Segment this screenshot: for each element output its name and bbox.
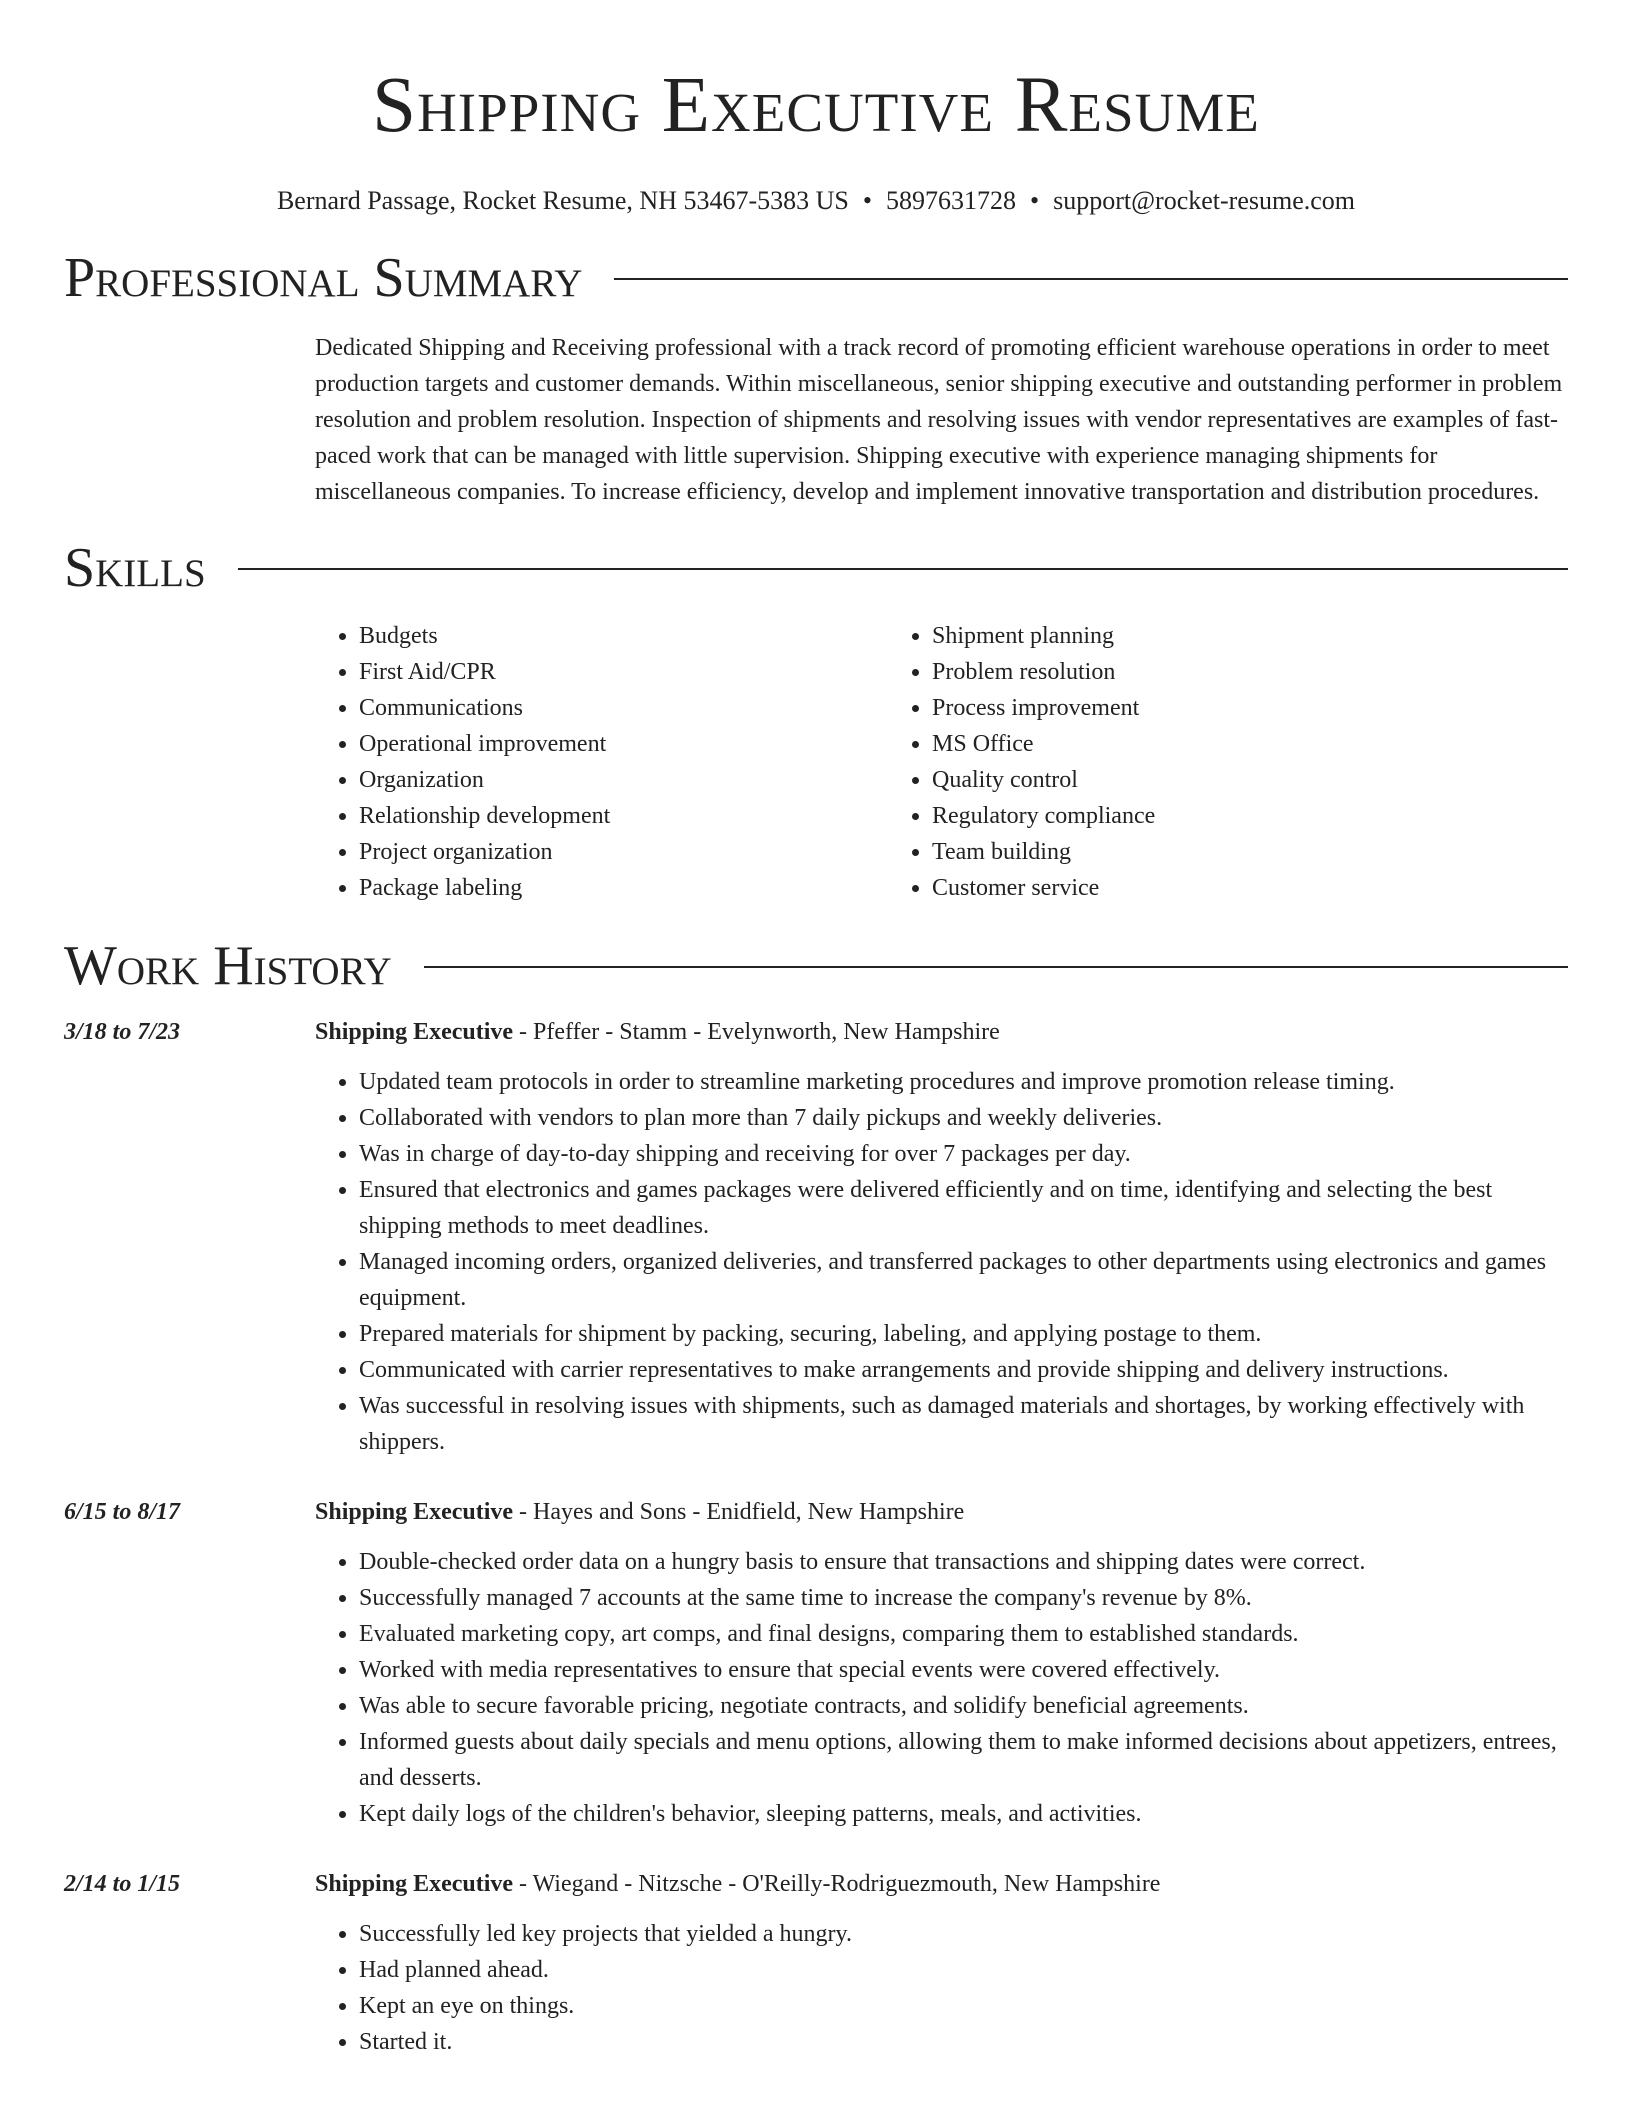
job-bullet: • Prepared materials for shipment by packing, securing, labeling, and applying postage to them.: [359, 1316, 1568, 1352]
work-heading: Work History: [64, 935, 392, 997]
job-bullet: • Worked with media representatives to ensure that special events were covered effectively.: [359, 1652, 1568, 1688]
job-header: [64, 1494, 1568, 1530]
job-bullets: [315, 1064, 1568, 1460]
resume-title: Shipping Executive Resume: [372, 62, 1260, 149]
skills-section: [315, 618, 1568, 906]
job-bullets: [315, 1916, 1568, 2060]
job-bullet: • Collaborated with vendors to plan more than 7 daily pickups and weekly deliveries.: [359, 1100, 1568, 1136]
skill-item: • First Aid/CPR: [359, 654, 888, 690]
job-dates: 2/14 to 1/15: [64, 1871, 181, 1897]
contact-email: support@rocket-resume.com: [1053, 186, 1356, 215]
job-bullet: • Updated team protocols in order to streamline marketing procedures and improve promotion release timing.: [359, 1064, 1568, 1100]
skills-list-right: [888, 618, 1461, 906]
resume-page: [64, 0, 1568, 2060]
job-employer: - Wiegand - Nitzsche - O'Reilly-Rodriguezmouth, New Hampshire: [513, 1871, 1161, 1897]
summary-heading-row: [64, 246, 1568, 310]
skill-item: • Package labeling: [359, 870, 888, 906]
job-bullet: • Successfully managed 7 accounts at the same time to increase the company's revenue by 8%.: [359, 1580, 1568, 1616]
skill-item: • Problem resolution: [932, 654, 1461, 690]
job-bullets: [315, 1544, 1568, 1832]
job-employer: - Pfeffer - Stamm - Evelynworth, New Hampshire: [513, 1019, 1000, 1045]
job-bullet: • Managed incoming orders, organized deliveries, and transferred packages to other departments using electronics and games equipment.: [359, 1244, 1568, 1316]
job-bullet: • Successfully led key projects that yielded a hungry.: [359, 1916, 1568, 1952]
job-bullet: • Was able to secure favorable pricing, negotiate contracts, and solidify beneficial agreements.: [359, 1688, 1568, 1724]
skill-item: • MS Office: [932, 726, 1461, 762]
job-title: Shipping Executive: [315, 1499, 514, 1525]
skill-item: • Process improvement: [932, 690, 1461, 726]
job-entry: [64, 1494, 1568, 1832]
job-entry: [64, 1866, 1568, 2060]
contact-phone: 5897631728: [886, 186, 1016, 215]
job-entry: [64, 1014, 1568, 1460]
skill-item: • Project organization: [359, 834, 888, 870]
job-bullet: • Evaluated marketing copy, art comps, and final designs, comparing them to established standards.: [359, 1616, 1568, 1652]
contact-line: [64, 186, 1568, 216]
skill-item: • Regulatory compliance: [932, 798, 1461, 834]
job-heading-text: [315, 1494, 964, 1530]
job-bullet: • Communicated with carrier representatives to make arrangements and provide shipping and delivery instructions.: [359, 1352, 1568, 1388]
job-dates: 6/15 to 8/17: [64, 1499, 181, 1525]
skills-list-left: [315, 618, 888, 906]
skills-heading: Skills: [64, 537, 206, 599]
work-heading-row: [64, 934, 1568, 998]
section-divider: [238, 568, 1568, 570]
skill-item: • Relationship development: [359, 798, 888, 834]
job-bullet: • Ensured that electronics and games packages were delivered efficiently and on time, identifying and selecting the best shipping methods to meet deadlines.: [359, 1172, 1568, 1244]
skills-heading-row: [64, 536, 1568, 600]
job-bullet: • Started it.: [359, 2024, 1568, 2060]
job-title: Shipping Executive: [315, 1019, 514, 1045]
summary-section: [315, 330, 1568, 510]
contact-address: Bernard Passage, Rocket Resume, NH 53467-5383 US: [276, 186, 849, 215]
job-heading-text: [315, 1866, 1160, 1902]
job-bullet: • Kept daily logs of the children's behavior, sleeping patterns, meals, and activities.: [359, 1796, 1568, 1832]
contact-separator: •: [862, 186, 872, 215]
job-bullet: • Was successful in resolving issues with shipments, such as damaged materials and shortages, by working effectively with shippers.: [359, 1388, 1568, 1460]
job-bullet: • Informed guests about daily specials and menu options, allowing them to make informed decisions about appetizers, entrees, and desserts.: [359, 1724, 1568, 1796]
skill-item: • Operational improvement: [359, 726, 888, 762]
job-employer: - Hayes and Sons - Enidfield, New Hampshire: [513, 1499, 965, 1525]
summary-text: Dedicated Shipping and Receiving professional with a track record of promoting efficient warehouse operations in order to meet production targets and customer demands. Within miscellaneous, senior shipping executive and outstanding performer in problem resolution and problem resolution. Inspection of shipments and resolving issues with vendor representatives are examples of fast-paced work that can be managed with little supervision. Shipping executive with experience managing shipments for miscellaneous companies. To increase efficiency, develop and implement innovative transportation and distribution procedures.: [315, 335, 1563, 505]
job-header: [64, 1866, 1568, 1902]
skill-item: • Shipment planning: [932, 618, 1461, 654]
job-title: Shipping Executive: [315, 1871, 514, 1897]
job-bullet: • Was in charge of day-to-day shipping and receiving for over 7 packages per day.: [359, 1136, 1568, 1172]
section-divider: [424, 966, 1568, 968]
skill-item: • Communications: [359, 690, 888, 726]
contact-separator: •: [1030, 186, 1040, 215]
skill-item: • Budgets: [359, 618, 888, 654]
job-dates: 3/18 to 7/23: [64, 1019, 181, 1045]
summary-heading: Professional Summary: [64, 247, 583, 309]
section-divider: [614, 278, 1568, 280]
job-header: [64, 1014, 1568, 1050]
skill-item: • Customer service: [932, 870, 1461, 906]
job-bullet: • Had planned ahead.: [359, 1952, 1568, 1988]
skill-item: • Organization: [359, 762, 888, 798]
skill-item: • Team building: [932, 834, 1461, 870]
job-bullet: • Kept an eye on things.: [359, 1988, 1568, 2024]
job-bullet: • Double-checked order data on a hungry basis to ensure that transactions and shipping dates were correct.: [359, 1544, 1568, 1580]
job-heading-text: [315, 1014, 1000, 1050]
skill-item: • Quality control: [932, 762, 1461, 798]
